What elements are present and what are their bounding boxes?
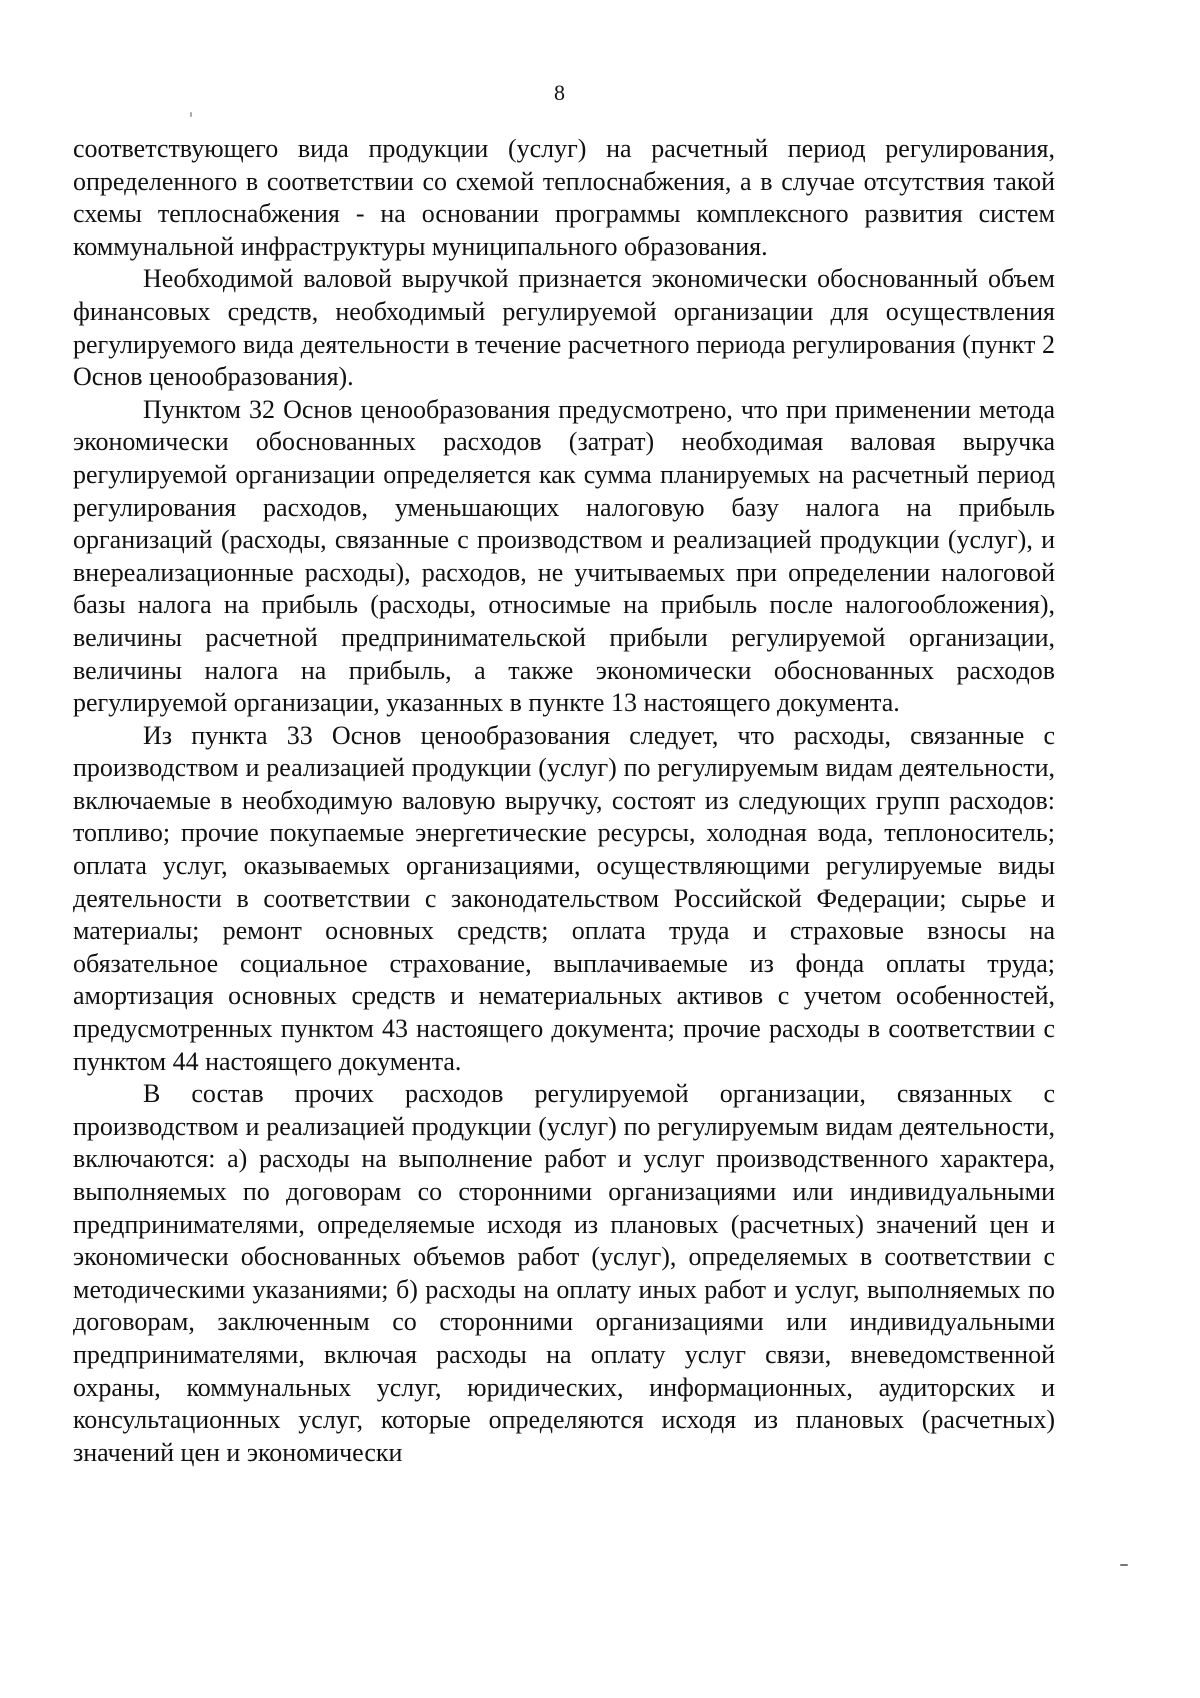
paragraph-continuation: соответствующего вида продукции (услуг) на расчетный период регулирования, определенного в соответствии со схемой теплоснабжения, а в случае отсутствия такой схемы теплоснабжения - на основании программы комплексного развития систем коммунальной инфраструктуры муниципального образования.	[73, 134, 1055, 261]
paragraph-other-expenses: В состав прочих расходов регулируемой организации, связанных с производством и реализацией продукции (услуг) по регулируемым видам деятельности, включаются: а) расходы на выполнение работ и услуг производственного характера, выполняемых по договорам со сторонними организациями или индивидуальными предпринимателями, определяемые исходя из плановых (расчетных) значений цен и экономически обоснованных объемов работ (услуг), определяемых в соответствии с методическими указаниями; б) расходы на оплату иных работ и услуг, выполняемых по договорам, заключенным со сторонними организациями или индивидуальными предпринимателями, включая расходы на оплату услуг связи, вневедомственной охраны, коммунальных услуг, юридических, информационных, аудиторских и консультационных услуг, которые определяются исходя из плановых (расчетных) значений цен и экономически	[73, 1079, 1055, 1467]
paragraph-gross-revenue: Необходимой валовой выручкой признается экономически обоснованный объем финансовых средств, необходимый регулируемой организации для осуществления регулируемого вида деятельности в течение расчетного периода регулирования (пункт 2 Основ ценообразования).	[73, 264, 1055, 392]
scan-speck	[1120, 1564, 1128, 1566]
paragraph-clause-33: Из пункта 33 Основ ценообразования следует, что расходы, связанные с производством и реализацией продукции (услуг) по регулируемым видам деятельности, включаемые в необходимую валовую выручку, состоят из следующих групп расходов: топливо; прочие покупаемые энергетические ресурсы, холодная вода, теплоноситель; оплата услуг, оказываемых организациями, осуществляющими регулируемые виды деятельности в соответствии с законодательством Российской Федерации; сырье и материалы; ремонт основных средств; оплата труда и страховые взносы на обязательное социальное страхование, выплачиваемые из фонда оплаты труда; амортизация основных средств и нематериальных активов с учетом особенностей, предусмотренных пунктом 43 настоящего документа; прочие расходы в соответствии с пунктом 44 настоящего документа.	[73, 720, 1055, 1076]
document-body	[73, 133, 1055, 1469]
page-number: 8	[554, 80, 566, 105]
scan-speck	[190, 112, 192, 117]
paragraph-clause-32: Пунктом 32 Основ ценообразования предусмотрено, что при применении метода экономически обоснованных расходов (затрат) необходимая валовая выручка регулируемой организации определяется как сумма планируемых на расчетный период регулирования расходов, уменьшающих налоговую базу налога на прибыль организаций (расходы, связанные с производством и реализацией продукции (услуг), и внереализационные расходы), расходов, не учитываемых при определении налоговой базы налога на прибыль (расходы, относимые на прибыль после налогообложения), величины расчетной предпринимательской прибыли регулируемой организации, величины налога на прибыль, а также экономически обоснованных расходов регулируемой организации, указанных в пункте 13 настоящего документа.	[73, 394, 1055, 718]
